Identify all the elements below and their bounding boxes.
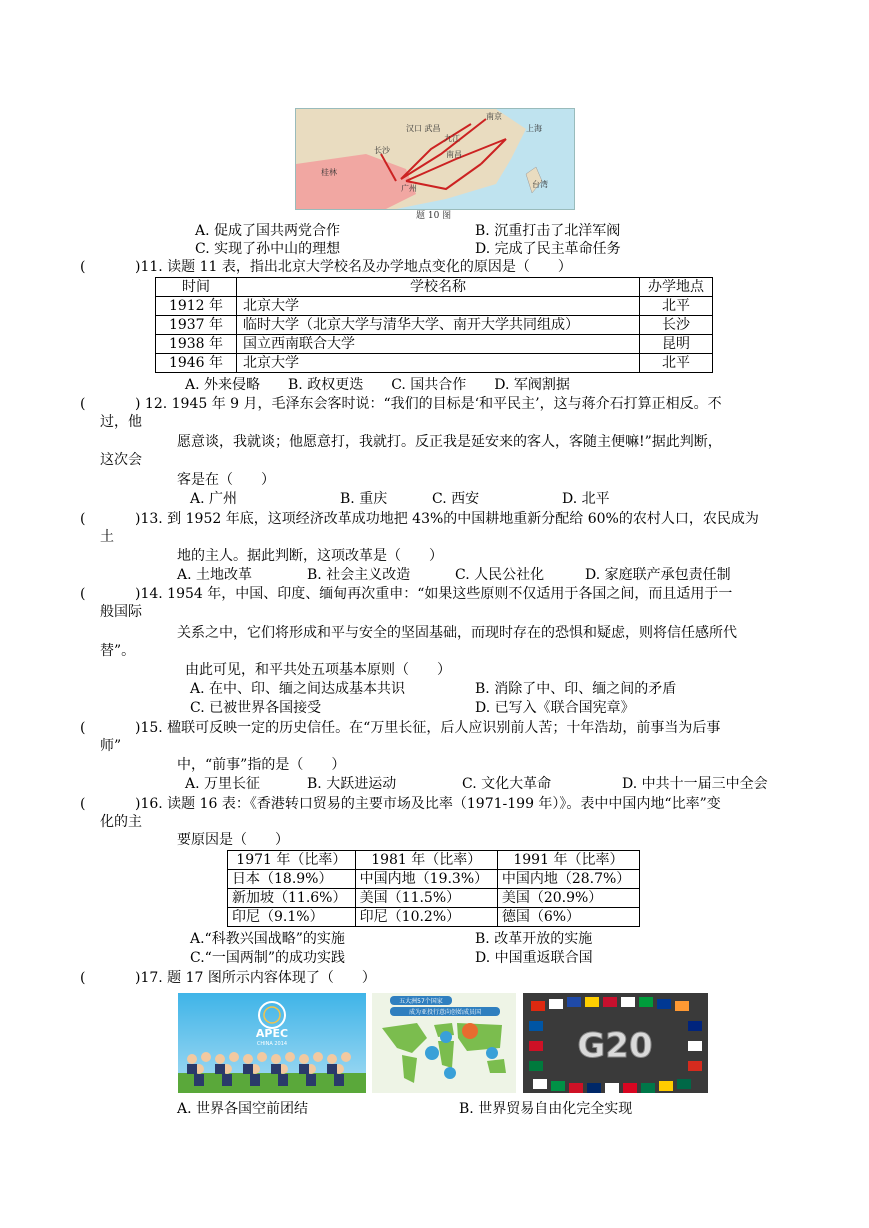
q16-table: [227, 850, 640, 927]
table-cell: 临时大学（北京大学与清华大学、南开大学共同组成）: [237, 316, 640, 335]
table-row: [228, 889, 640, 908]
table-header-cell: 1971 年（比率）: [228, 851, 356, 870]
map-label-changsha: 长沙: [374, 146, 390, 155]
q14-stem-line5: 由此可见，和平共处五项基本原则（ ）: [185, 662, 451, 678]
table-cell: 印尼（10.2%）: [355, 908, 497, 927]
apec-svg: [178, 993, 366, 1093]
aiib-title-2: 成为亚投行意向创始成员国: [408, 1009, 482, 1016]
q17-option-a[interactable]: A. 世界各国空前团结: [177, 1101, 309, 1117]
table-cell: 新加坡（11.6%）: [228, 889, 356, 908]
table-row: [228, 870, 640, 889]
table-header-cell: 1981 年（比率）: [355, 851, 497, 870]
q10-caption: 题 10 图: [416, 211, 452, 221]
q13-stem-line3: 地的主人。据此判断，这项改革是（ ）: [177, 548, 443, 564]
q10-map-svg: [296, 109, 574, 209]
table-cell: 1938 年: [156, 335, 237, 354]
q12-stem-line3: 愿意谈，我就谈；他愿意打，我就打。反正我是延安来的客人，客随主便嘛!”据此判断，: [177, 434, 722, 450]
q16-answer-paren[interactable]: (: [80, 796, 86, 812]
q13-option-a[interactable]: A. 土地改革: [177, 567, 253, 583]
q15-option-d[interactable]: D. 中共十一届三中全会: [622, 776, 768, 792]
q16-stem-line2: 化的主: [100, 814, 142, 830]
table-cell: 1912 年: [156, 297, 237, 316]
map-label-hankou: 汉口 武昌: [406, 124, 441, 133]
table-cell: 北京大学: [237, 354, 640, 373]
q13-answer-paren[interactable]: (: [80, 511, 86, 527]
table-header-cell: 时间: [156, 278, 237, 297]
table-header-row: [156, 278, 713, 297]
q15-option-a[interactable]: A. 万里长征: [185, 776, 261, 792]
q13-option-b[interactable]: B. 社会主义改造: [307, 567, 411, 583]
table-header-cell: 办学地点: [640, 278, 713, 297]
q15-stem-line3: 中，“前事”指的是（ ）: [177, 757, 346, 773]
q15-answer-paren[interactable]: (: [80, 720, 86, 736]
q16-option-b[interactable]: B. 改革开放的实施: [475, 931, 593, 947]
q13-option-d[interactable]: D. 家庭联产承包责任制: [585, 567, 731, 583]
map-label-guilin: 桂林: [321, 168, 337, 177]
table-cell: 长沙: [640, 316, 713, 335]
q15-stem-line1: )15. 楹联可反映一定的历史信任。在“万里长征，后人应识别前人苦；十年浩劫，前事当为后事: [135, 720, 721, 736]
q16-option-a[interactable]: A.“科教兴国战略”的实施: [190, 931, 345, 947]
q11-answer-paren[interactable]: (: [80, 259, 86, 275]
q10-option-c[interactable]: C. 实现了孙中山的理想: [195, 241, 341, 257]
q12-answer-paren[interactable]: (: [80, 396, 86, 412]
table-cell: 印尼（9.1%）: [228, 908, 356, 927]
q13-option-c[interactable]: C. 人民公社化: [455, 567, 545, 583]
g20-label: G20: [577, 1026, 653, 1066]
table-row: [156, 297, 713, 316]
q14-stem-line4: 替”。: [100, 643, 136, 659]
table-cell: 美国（11.5%）: [355, 889, 497, 908]
q13-stem-line2: 土: [100, 529, 114, 545]
q10-option-b[interactable]: B. 沉重打击了北洋军阀: [475, 223, 621, 239]
q14-answer-paren[interactable]: (: [80, 586, 86, 602]
q14-stem-line1: )14. 1954 年，中国、印度、缅甸再次重申：“如果这些原则不仅适用于各国之间，而且适用于一: [135, 586, 733, 602]
q17-stem: )17. 题 17 图所示内容体现了（ ）: [135, 970, 376, 986]
q10-option-a[interactable]: A. 促成了国共两党合作: [195, 223, 341, 239]
q17-apec-image: [178, 993, 366, 1093]
apec-label: APEC: [255, 1027, 289, 1040]
aiib-title-1: 五大洲57个国家: [399, 998, 443, 1005]
q11-options[interactable]: A. 外来侵略 B. 政权更迭 C. 国共合作 D. 军阀割据: [185, 377, 570, 393]
table-header-cell: 1991 年（比率）: [497, 851, 639, 870]
apec-sub-label: CHINA 2014: [256, 1041, 288, 1047]
table-cell: 1946 年: [156, 354, 237, 373]
q14-option-b[interactable]: B. 消除了中、印、缅之间的矛盾: [475, 681, 677, 697]
table-cell: 中国内地（19.3%）: [355, 870, 497, 889]
map-label-taiwan: 台湾: [532, 180, 548, 189]
map-label-nanjing: 南京: [486, 112, 502, 121]
q16-stem-line3: 要原因是（ ）: [177, 832, 289, 848]
q16-option-c[interactable]: C.“一国两制”的成功实践: [190, 950, 345, 966]
map-label-shanghai: 上海: [526, 124, 542, 133]
q15-stem-line2: 师”: [100, 738, 122, 754]
q15-option-c[interactable]: C. 文化大革命: [462, 776, 552, 792]
aiib-svg: [372, 993, 516, 1093]
map-label-jiujiang: 九江: [444, 134, 460, 143]
q17-option-b[interactable]: B. 世界贸易自由化完全实现: [459, 1101, 633, 1117]
table-row: [156, 316, 713, 335]
q12-stem-line5: 客是在（ ）: [177, 472, 275, 488]
q14-stem-line3: 关系之中，它们将形成和平与安全的坚固基础，而现时存在的恐惧和疑虑，则将信任感所代: [177, 625, 737, 641]
q12-option-d[interactable]: D. 北平: [562, 491, 610, 507]
q16-stem-line1: )16. 读题 16 表：《香港转口贸易的主要市场及比率（1971-199 年）》。表中中国内地“比率”变: [135, 796, 721, 812]
table-cell: 北平: [640, 354, 713, 373]
q14-option-c[interactable]: C. 已被世界各国接受: [190, 700, 322, 716]
q16-option-d[interactable]: D. 中国重返联合国: [475, 950, 593, 966]
table-cell: 1937 年: [156, 316, 237, 335]
table-cell: 国立西南联合大学: [237, 335, 640, 354]
table-cell: 日本（18.9%）: [228, 870, 356, 889]
q17-aiib-image: [372, 993, 516, 1093]
table-row: [228, 908, 640, 927]
q17-g20-image: [523, 993, 708, 1093]
q11-table: [155, 277, 713, 373]
q12-option-a[interactable]: A. 广州: [190, 491, 238, 507]
q12-option-b[interactable]: B. 重庆: [340, 491, 388, 507]
q14-option-a[interactable]: A. 在中、印、缅之间达成基本共识: [190, 681, 406, 697]
q12-stem-line2: 过，他: [100, 414, 142, 430]
table-cell: 德国（6%）: [497, 908, 639, 927]
q12-stem-line4: 这次会: [100, 452, 142, 468]
map-label-nanchang: 南昌: [446, 150, 462, 159]
q15-option-b[interactable]: B. 大跃进运动: [307, 776, 397, 792]
q11-stem: )11. 读题 11 表，指出北京大学校名及办学地点变化的原因是（ ）: [135, 259, 572, 275]
map-label-guangzhou: 广州: [401, 184, 417, 193]
q12-option-c[interactable]: C. 西安: [432, 491, 480, 507]
q14-option-d[interactable]: D. 已写入《联合国宪章》: [475, 700, 635, 716]
table-cell: 昆明: [640, 335, 713, 354]
g20-svg: [523, 993, 708, 1093]
table-header-row: [228, 851, 640, 870]
table-row: [156, 335, 713, 354]
table-cell: 北平: [640, 297, 713, 316]
table-cell: 中国内地（28.7%）: [497, 870, 639, 889]
q13-stem-line1: )13. 到 1952 年底，这项经济改革成功地把 43%的中国耕地重新分配给 60%的农村人口，农民成为: [135, 511, 759, 527]
q10-option-d[interactable]: D. 完成了民主革命任务: [475, 241, 621, 257]
table-cell: 美国（20.9%）: [497, 889, 639, 908]
q17-answer-paren[interactable]: (: [80, 970, 86, 986]
q12-stem-line1: ) 12. 1945 年 9 月，毛泽东会客时说：“我们的目标是‘和平民主’，这与蒋介石打算正相反。不: [135, 396, 722, 412]
table-header-cell: 学校名称: [237, 278, 640, 297]
q14-stem-line2: 般国际: [100, 604, 142, 620]
q10-map-image: [295, 108, 575, 210]
table-cell: 北京大学: [237, 297, 640, 316]
table-row: [156, 354, 713, 373]
